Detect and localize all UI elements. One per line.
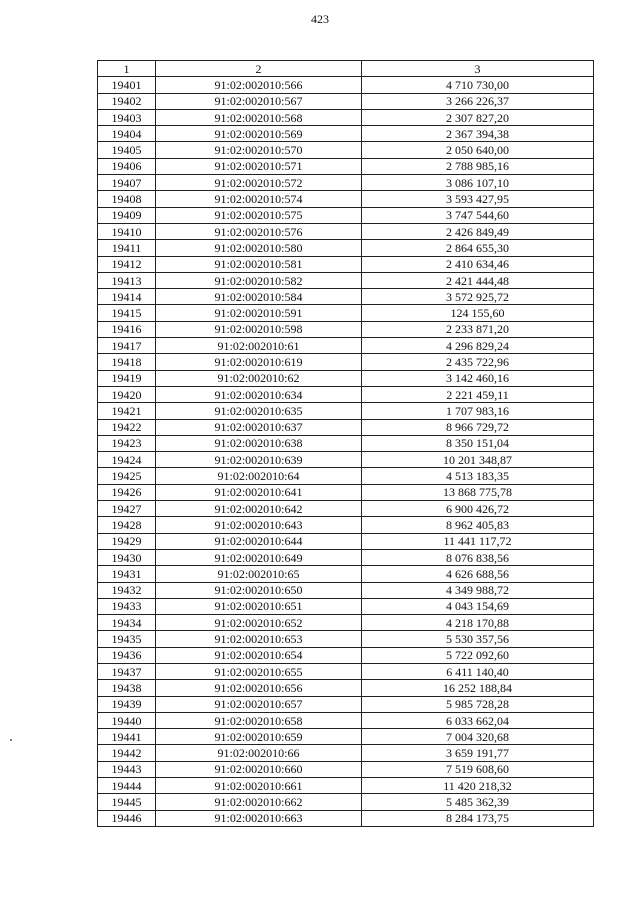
value-cell: 2 788 985,16 bbox=[362, 158, 594, 174]
value-cell: 13 868 775,78 bbox=[362, 484, 594, 500]
table-row bbox=[98, 778, 594, 794]
row-number-cell: 19407 bbox=[98, 175, 156, 191]
value-cell: 5 530 357,56 bbox=[362, 631, 594, 647]
value-cell: 3 593 427,95 bbox=[362, 191, 594, 207]
row-number-cell: 19437 bbox=[98, 663, 156, 679]
value-cell: 2 233 871,20 bbox=[362, 321, 594, 337]
row-number-cell: 19420 bbox=[98, 386, 156, 402]
value-cell: 7 519 608,60 bbox=[362, 761, 594, 777]
table-row bbox=[98, 386, 594, 402]
scan-speck bbox=[10, 739, 12, 741]
cadastral-number-cell: 91:02:002010:653 bbox=[156, 631, 362, 647]
value-cell: 16 252 188,84 bbox=[362, 680, 594, 696]
table-row bbox=[98, 582, 594, 598]
value-cell: 1 707 983,16 bbox=[362, 403, 594, 419]
table-row bbox=[98, 566, 594, 582]
table-row bbox=[98, 142, 594, 158]
cadastral-number-cell: 91:02:002010:576 bbox=[156, 223, 362, 239]
row-number-cell: 19431 bbox=[98, 566, 156, 582]
row-number-cell: 19446 bbox=[98, 810, 156, 826]
cadastral-number-cell: 91:02:002010:643 bbox=[156, 517, 362, 533]
table-row bbox=[98, 126, 594, 142]
row-number-cell: 19444 bbox=[98, 778, 156, 794]
table-row bbox=[98, 419, 594, 435]
cadastral-number-cell: 91:02:002010:635 bbox=[156, 403, 362, 419]
cadastral-number-cell: 91:02:002010:656 bbox=[156, 680, 362, 696]
value-cell: 8 076 838,56 bbox=[362, 549, 594, 565]
cadastral-number-cell: 91:02:002010:64 bbox=[156, 468, 362, 484]
page-number: 423 bbox=[311, 12, 329, 26]
value-cell: 8 284 173,75 bbox=[362, 810, 594, 826]
table-row bbox=[98, 794, 594, 810]
value-cell: 4 513 183,35 bbox=[362, 468, 594, 484]
cadastral-number-cell: 91:02:002010:598 bbox=[156, 321, 362, 337]
value-cell: 2 367 394,38 bbox=[362, 126, 594, 142]
row-number-cell: 19423 bbox=[98, 435, 156, 451]
table-header bbox=[98, 61, 594, 77]
table-row bbox=[98, 663, 594, 679]
table-row bbox=[98, 729, 594, 745]
table-row bbox=[98, 272, 594, 288]
row-number-cell: 19434 bbox=[98, 615, 156, 631]
cadastral-number-cell: 91:02:002010:619 bbox=[156, 354, 362, 370]
cadastral-number-cell: 91:02:002010:634 bbox=[156, 386, 362, 402]
row-number-cell: 19415 bbox=[98, 305, 156, 321]
row-number-cell: 19435 bbox=[98, 631, 156, 647]
cadastral-number-cell: 91:02:002010:65 bbox=[156, 566, 362, 582]
table-row bbox=[98, 517, 594, 533]
value-cell: 2 410 634,46 bbox=[362, 256, 594, 272]
cadastral-number-cell: 91:02:002010:660 bbox=[156, 761, 362, 777]
cadastral-number-cell: 91:02:002010:662 bbox=[156, 794, 362, 810]
table-row bbox=[98, 77, 594, 93]
row-number-cell: 19442 bbox=[98, 745, 156, 761]
row-number-cell: 19427 bbox=[98, 501, 156, 517]
table-row bbox=[98, 810, 594, 826]
table-row bbox=[98, 745, 594, 761]
table-row bbox=[98, 435, 594, 451]
row-number-cell: 19439 bbox=[98, 696, 156, 712]
row-number-cell: 19430 bbox=[98, 549, 156, 565]
header-row bbox=[98, 61, 594, 77]
row-number-cell: 19418 bbox=[98, 354, 156, 370]
table-row bbox=[98, 338, 594, 354]
row-number-cell: 19428 bbox=[98, 517, 156, 533]
value-cell: 2 221 459,11 bbox=[362, 386, 594, 402]
table-row bbox=[98, 403, 594, 419]
value-cell: 6 900 426,72 bbox=[362, 501, 594, 517]
row-number-cell: 19402 bbox=[98, 93, 156, 109]
table-row bbox=[98, 631, 594, 647]
value-cell: 3 266 226,37 bbox=[362, 93, 594, 109]
table-row bbox=[98, 175, 594, 191]
cadastral-number-cell: 91:02:002010:649 bbox=[156, 549, 362, 565]
table-row bbox=[98, 712, 594, 728]
value-cell: 4 218 170,88 bbox=[362, 615, 594, 631]
table-row bbox=[98, 680, 594, 696]
value-cell: 124 155,60 bbox=[362, 305, 594, 321]
value-cell: 3 659 191,77 bbox=[362, 745, 594, 761]
cadastral-number-cell: 91:02:002010:580 bbox=[156, 240, 362, 256]
table-row bbox=[98, 256, 594, 272]
cadastral-number-cell: 91:02:002010:663 bbox=[156, 810, 362, 826]
cadastral-number-cell: 91:02:002010:570 bbox=[156, 142, 362, 158]
table-row bbox=[98, 452, 594, 468]
cadastral-number-cell: 91:02:002010:66 bbox=[156, 745, 362, 761]
row-number-cell: 19403 bbox=[98, 109, 156, 125]
row-number-cell: 19438 bbox=[98, 680, 156, 696]
value-cell: 4 710 730,00 bbox=[362, 77, 594, 93]
row-number-cell: 19426 bbox=[98, 484, 156, 500]
table-row bbox=[98, 533, 594, 549]
value-cell: 11 441 117,72 bbox=[362, 533, 594, 549]
table-row bbox=[98, 223, 594, 239]
value-cell: 7 004 320,68 bbox=[362, 729, 594, 745]
cadastral-number-cell: 91:02:002010:658 bbox=[156, 712, 362, 728]
table-row bbox=[98, 501, 594, 517]
row-number-cell: 19405 bbox=[98, 142, 156, 158]
value-cell: 6 411 140,40 bbox=[362, 663, 594, 679]
value-cell: 4 349 988,72 bbox=[362, 582, 594, 598]
row-number-cell: 19406 bbox=[98, 158, 156, 174]
cadastral-number-cell: 91:02:002010:644 bbox=[156, 533, 362, 549]
value-cell: 2 864 655,30 bbox=[362, 240, 594, 256]
table-row bbox=[98, 615, 594, 631]
table-row bbox=[98, 305, 594, 321]
cadastral-number-cell: 91:02:002010:655 bbox=[156, 663, 362, 679]
cadastral-number-cell: 91:02:002010:654 bbox=[156, 647, 362, 663]
cadastral-number-cell: 91:02:002010:591 bbox=[156, 305, 362, 321]
value-cell: 11 420 218,32 bbox=[362, 778, 594, 794]
cadastral-number-cell: 91:02:002010:572 bbox=[156, 175, 362, 191]
table-row bbox=[98, 207, 594, 223]
table-row bbox=[98, 289, 594, 305]
row-number-cell: 19436 bbox=[98, 647, 156, 663]
value-cell: 8 350 151,04 bbox=[362, 435, 594, 451]
table-body bbox=[98, 77, 594, 827]
cadastral-number-cell: 91:02:002010:61 bbox=[156, 338, 362, 354]
value-cell: 2 426 849,49 bbox=[362, 223, 594, 239]
value-cell: 3 086 107,10 bbox=[362, 175, 594, 191]
row-number-cell: 19411 bbox=[98, 240, 156, 256]
cadastral-number-cell: 91:02:002010:637 bbox=[156, 419, 362, 435]
table-row bbox=[98, 468, 594, 484]
value-cell: 2 421 444,48 bbox=[362, 272, 594, 288]
row-number-cell: 19421 bbox=[98, 403, 156, 419]
value-cell: 4 296 829,24 bbox=[362, 338, 594, 354]
cadastral-number-cell: 91:02:002010:639 bbox=[156, 452, 362, 468]
cadastral-number-cell: 91:02:002010:659 bbox=[156, 729, 362, 745]
value-cell: 2 307 827,20 bbox=[362, 109, 594, 125]
row-number-cell: 19441 bbox=[98, 729, 156, 745]
value-cell: 5 722 092,60 bbox=[362, 647, 594, 663]
cadastral-number-cell: 91:02:002010:581 bbox=[156, 256, 362, 272]
cadastral-number-cell: 91:02:002010:642 bbox=[156, 501, 362, 517]
cadastral-number-cell: 91:02:002010:657 bbox=[156, 696, 362, 712]
cadastral-number-cell: 91:02:002010:650 bbox=[156, 582, 362, 598]
table-row bbox=[98, 158, 594, 174]
cadastral-number-cell: 91:02:002010:62 bbox=[156, 370, 362, 386]
row-number-cell: 19409 bbox=[98, 207, 156, 223]
column-header-3: 3 bbox=[362, 61, 594, 77]
row-number-cell: 19404 bbox=[98, 126, 156, 142]
table-row bbox=[98, 647, 594, 663]
value-cell: 3 572 925,72 bbox=[362, 289, 594, 305]
cadastral-number-cell: 91:02:002010:571 bbox=[156, 158, 362, 174]
table-row bbox=[98, 240, 594, 256]
row-number-cell: 19408 bbox=[98, 191, 156, 207]
cadastral-number-cell: 91:02:002010:575 bbox=[156, 207, 362, 223]
row-number-cell: 19424 bbox=[98, 452, 156, 468]
table-row bbox=[98, 761, 594, 777]
row-number-cell: 19413 bbox=[98, 272, 156, 288]
value-cell: 3 747 544,60 bbox=[362, 207, 594, 223]
row-number-cell: 19410 bbox=[98, 223, 156, 239]
cadastral-number-cell: 91:02:002010:651 bbox=[156, 598, 362, 614]
value-cell: 10 201 348,87 bbox=[362, 452, 594, 468]
value-cell: 6 033 662,04 bbox=[362, 712, 594, 728]
row-number-cell: 19432 bbox=[98, 582, 156, 598]
value-cell: 4 043 154,69 bbox=[362, 598, 594, 614]
table-row bbox=[98, 191, 594, 207]
value-cell: 8 966 729,72 bbox=[362, 419, 594, 435]
cadastral-number-cell: 91:02:002010:569 bbox=[156, 126, 362, 142]
cadastral-number-cell: 91:02:002010:568 bbox=[156, 109, 362, 125]
cadastral-number-cell: 91:02:002010:641 bbox=[156, 484, 362, 500]
table-row bbox=[98, 549, 594, 565]
cadastral-number-cell: 91:02:002010:574 bbox=[156, 191, 362, 207]
row-number-cell: 19440 bbox=[98, 712, 156, 728]
row-number-cell: 19414 bbox=[98, 289, 156, 305]
table-row bbox=[98, 370, 594, 386]
row-number-cell: 19445 bbox=[98, 794, 156, 810]
table-row bbox=[98, 598, 594, 614]
column-header-1: 1 bbox=[98, 61, 156, 77]
row-number-cell: 19443 bbox=[98, 761, 156, 777]
cadastral-number-cell: 91:02:002010:652 bbox=[156, 615, 362, 631]
row-number-cell: 19412 bbox=[98, 256, 156, 272]
row-number-cell: 19433 bbox=[98, 598, 156, 614]
value-cell: 4 626 688,56 bbox=[362, 566, 594, 582]
cadastral-number-cell: 91:02:002010:661 bbox=[156, 778, 362, 794]
value-cell: 3 142 460,16 bbox=[362, 370, 594, 386]
table-row bbox=[98, 109, 594, 125]
value-cell: 8 962 405,83 bbox=[362, 517, 594, 533]
table-row bbox=[98, 321, 594, 337]
cadastral-number-cell: 91:02:002010:567 bbox=[156, 93, 362, 109]
table-row bbox=[98, 484, 594, 500]
value-cell: 2 050 640,00 bbox=[362, 142, 594, 158]
row-number-cell: 19419 bbox=[98, 370, 156, 386]
column-header-2: 2 bbox=[156, 61, 362, 77]
row-number-cell: 19422 bbox=[98, 419, 156, 435]
row-number-cell: 19417 bbox=[98, 338, 156, 354]
cadastral-number-cell: 91:02:002010:584 bbox=[156, 289, 362, 305]
row-number-cell: 19429 bbox=[98, 533, 156, 549]
table-row bbox=[98, 354, 594, 370]
value-cell: 5 985 728,28 bbox=[362, 696, 594, 712]
value-cell: 5 485 362,39 bbox=[362, 794, 594, 810]
row-number-cell: 19425 bbox=[98, 468, 156, 484]
value-cell: 2 435 722,96 bbox=[362, 354, 594, 370]
cadastral-number-cell: 91:02:002010:638 bbox=[156, 435, 362, 451]
cadastral-number-cell: 91:02:002010:566 bbox=[156, 77, 362, 93]
data-table bbox=[97, 60, 594, 827]
cadastral-number-cell: 91:02:002010:582 bbox=[156, 272, 362, 288]
row-number-cell: 19416 bbox=[98, 321, 156, 337]
table-row bbox=[98, 696, 594, 712]
table-row bbox=[98, 93, 594, 109]
row-number-cell: 19401 bbox=[98, 77, 156, 93]
